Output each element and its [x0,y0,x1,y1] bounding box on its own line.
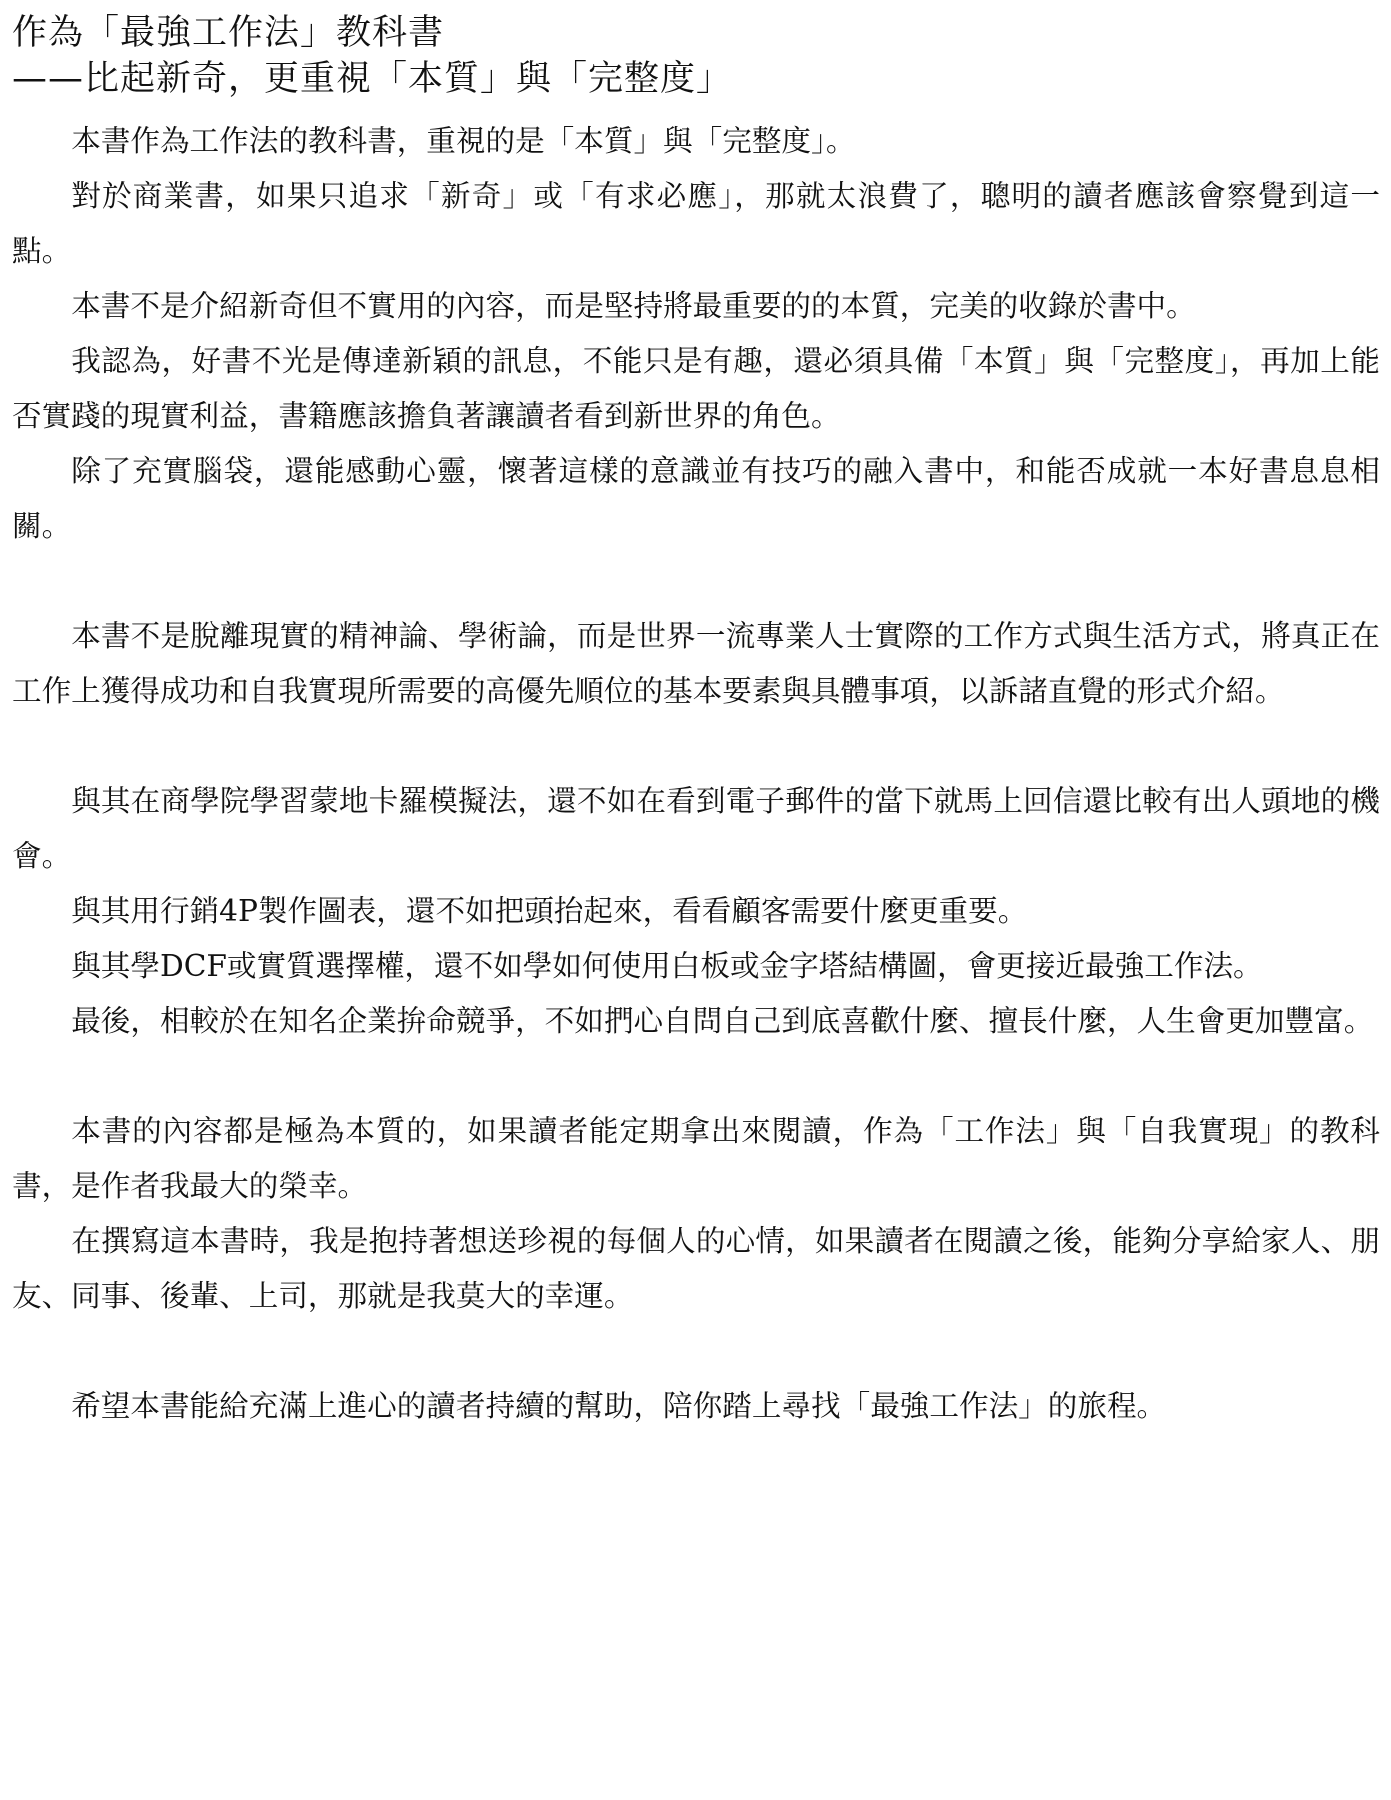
section-1 [12,114,1380,554]
document-body [12,114,1380,1434]
paragraph: 本書作為工作法的教科書，重視的是「本質」與「完整度」。 [71,124,856,158]
page-title: 作為「最強工作法」教科書 [12,13,445,53]
section-gap [12,1324,1380,1379]
paragraph: 與其學DCF或實質選擇權，還不如學如何使用白板或金字塔結構圖，會更接近最強工作法。 [71,949,1263,983]
paragraph: 最後，相較於在知名企業拚命競爭，不如捫心自問自己到底喜歡什麼、擅長什麼，人生會更加豐富。 [71,1004,1374,1038]
paragraph: 在撰寫這本書時，我是抱持著想送珍視的每個人的心情，如果讀者在閱讀之後，能夠分享給家人、朋友、同事、後輩、上司，那就是我莫大的幸運。 [12,1224,1380,1313]
paragraph: 對於商業書，如果只追求「新奇」或「有求必應」，那就太浪費了，聰明的讀者應該會察覺到這一點。 [12,179,1380,268]
paragraph: 與其用行銷4P製作圖表，還不如把頭抬起來，看看顧客需要什麼更重要。 [71,894,1028,928]
paragraph: 本書不是脫離現實的精神論、學術論，而是世界一流專業人士實際的工作方式與生活方式，將真正在工作上獲得成功和自我實現所需要的高優先順位的基本要素與具體事項，以訴諸直覺的形式介紹。 [12,619,1380,708]
paragraph: 希望本書能給充滿上進心的讀者持續的幫助，陪你踏上尋找「最強工作法」的旅程。 [71,1389,1167,1423]
section-gap [12,719,1380,774]
document-page [12,12,1380,1434]
paragraph: 本書不是介紹新奇但不實用的內容，而是堅持將最重要的的本質，完美的收錄於書中。 [71,289,1196,323]
paragraph: 本書的內容都是極為本質的，如果讀者能定期拿出來閱讀，作為「工作法」與「自我實現」的教科書，是作者我最大的榮幸。 [12,1114,1380,1203]
section-2 [12,609,1380,719]
section-3 [12,774,1380,1049]
paragraph: 我認為，好書不光是傳達新穎的訊息，不能只是有趣，還必須具備「本質」與「完整度」，再加上能否實踐的現實利益，書籍應該擔負著讓讀者看到新世界的角色。 [12,344,1380,433]
section-gap [12,554,1380,609]
section-4 [12,1104,1380,1324]
section-gap [12,1049,1380,1104]
paragraph: 除了充實腦袋，還能感動心靈，懷著這樣的意識並有技巧的融入書中，和能否成就一本好書息息相關。 [12,454,1380,543]
paragraph: 與其在商學院學習蒙地卡羅模擬法，還不如在看到電子郵件的當下就馬上回信還比較有出人頭地的機會。 [12,784,1380,873]
section-5 [12,1379,1380,1434]
page-subtitle: ——比起新奇，更重視「本質」與「完整度」 [12,59,733,99]
